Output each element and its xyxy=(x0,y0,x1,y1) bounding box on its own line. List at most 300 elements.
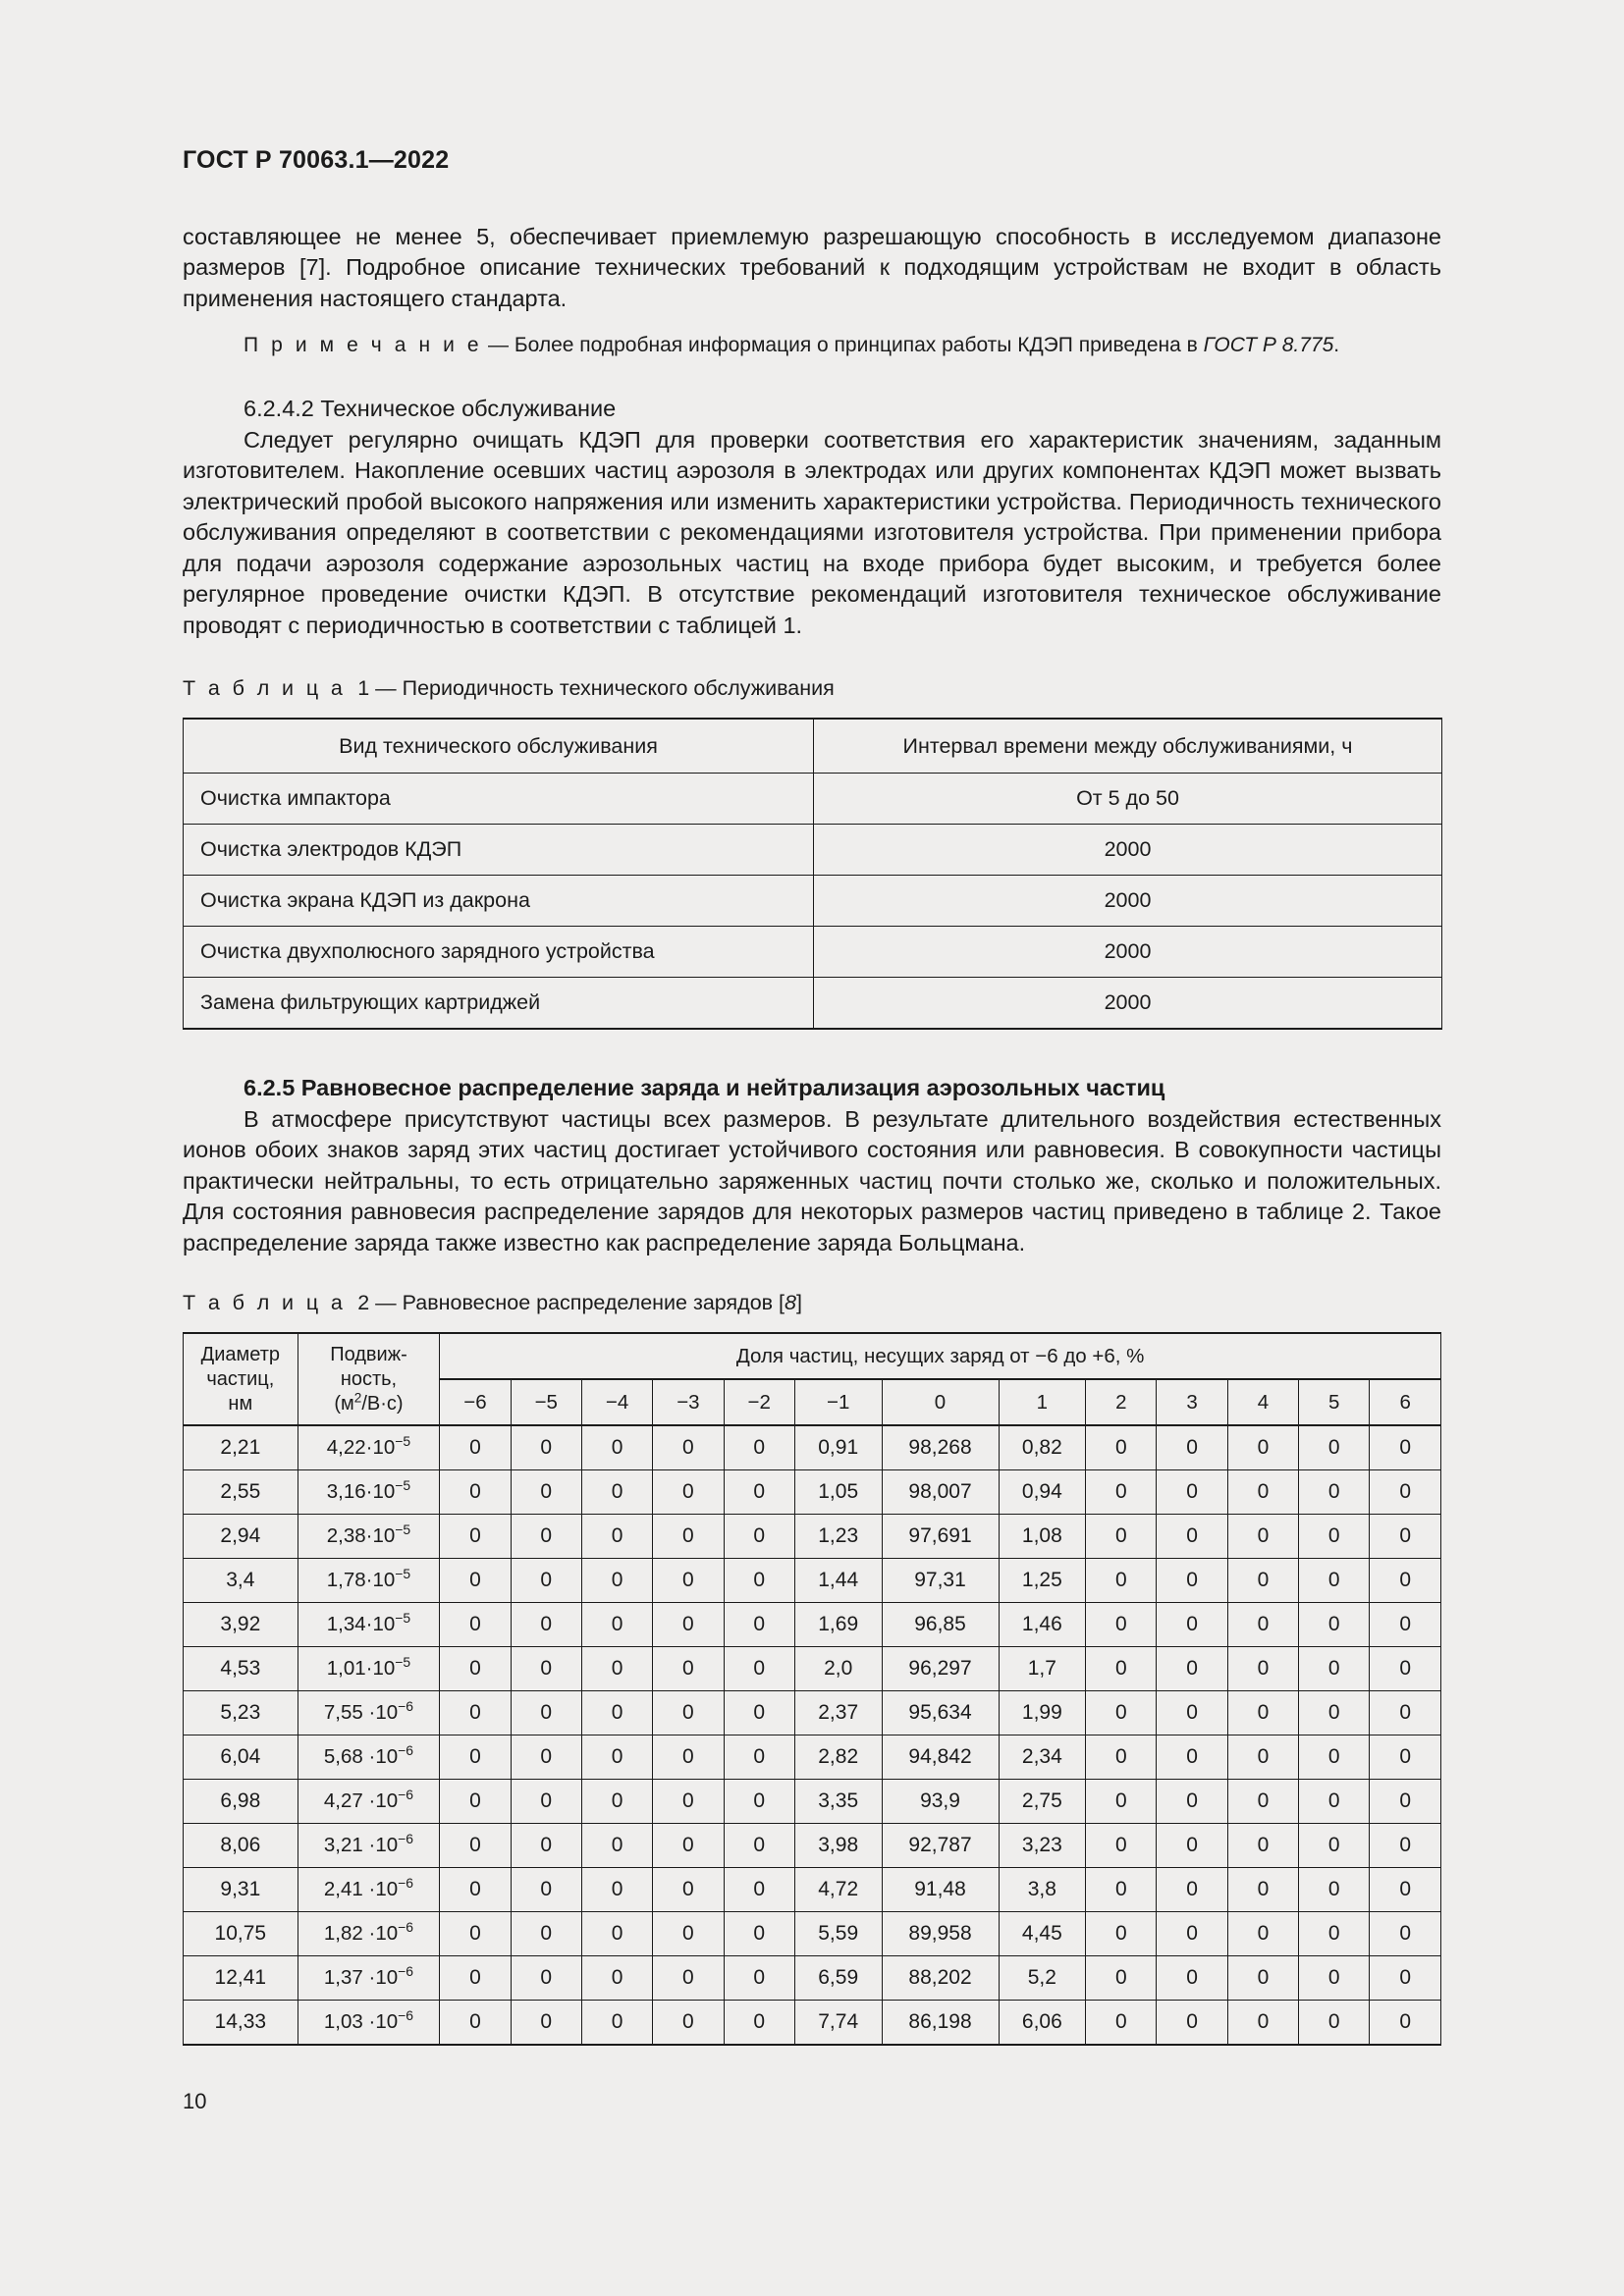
cell-charge-fraction-0: 92,787 xyxy=(882,1824,999,1868)
cell-charge-fraction-−5: 0 xyxy=(511,1868,581,1912)
cell-charge-fraction-4: 0 xyxy=(1227,1780,1298,1824)
cell-charge-fraction-6: 0 xyxy=(1370,1780,1441,1824)
mobility-exponent: −6 xyxy=(398,1742,414,1759)
cell-charge-fraction-4: 0 xyxy=(1227,1735,1298,1780)
cell-charge-fraction-6: 0 xyxy=(1370,1868,1441,1912)
cell-charge-fraction-2: 0 xyxy=(1086,1603,1157,1647)
note-dash: — xyxy=(482,334,514,356)
cell-charge-fraction-−1: 2,82 xyxy=(794,1735,882,1780)
cell-charge-fraction-−6: 0 xyxy=(440,1956,511,2001)
column-header-charge-minus5: −5 xyxy=(511,1379,581,1425)
cell-charge-fraction-6: 0 xyxy=(1370,1515,1441,1559)
paragraph-intro: составляющее не менее 5, обеспечивает приемлемую разрешающую способность в исследуемом диапазоне размеров [7]. Подробное описание технических требований к подходящим устройствам не входит в область применения настоящего стандарта. xyxy=(183,223,1441,311)
cell-mobility: $1,78\cdot 10^{-5}$ xyxy=(298,1559,440,1603)
table-row xyxy=(184,1425,1441,1470)
column-header-charge-minus3: −3 xyxy=(653,1379,724,1425)
table-2-caption-reference: 8 xyxy=(785,1291,797,1314)
cell-interval: 2000 xyxy=(814,825,1442,876)
cell-charge-fraction-6: 0 xyxy=(1370,1559,1441,1603)
cell-charge-fraction-−6: 0 xyxy=(440,1425,511,1470)
cell-charge-fraction-0: 88,202 xyxy=(882,1956,999,2001)
note-end: . xyxy=(1333,334,1340,356)
cell-charge-fraction-−2: 0 xyxy=(724,1470,794,1515)
mobility-exponent: −6 xyxy=(398,1698,414,1715)
cell-charge-fraction-−6: 0 xyxy=(440,1735,511,1780)
table-row xyxy=(184,2001,1441,2046)
spacer xyxy=(183,641,1441,674)
cell-service-type: Очистка импактора xyxy=(184,774,814,825)
cell-charge-fraction-−3: 0 xyxy=(653,1735,724,1780)
cell-mobility: $3,16\cdot 10^{-5}$ xyxy=(298,1470,440,1515)
table-2-header-row-top xyxy=(184,1333,1441,1379)
cell-charge-fraction-−1: 1,05 xyxy=(794,1470,882,1515)
cell-charge-fraction-3: 0 xyxy=(1157,1956,1227,2001)
cell-charge-fraction-−2: 0 xyxy=(724,1647,794,1691)
cell-charge-fraction-2: 0 xyxy=(1086,1515,1157,1559)
cell-charge-fraction-1: 6,06 xyxy=(999,2001,1086,2046)
cell-charge-fraction-−2: 0 xyxy=(724,1735,794,1780)
cell-particle-diameter: 14,33 xyxy=(184,2001,298,2046)
cell-charge-fraction-−3: 0 xyxy=(653,1868,724,1912)
cell-particle-diameter: 2,55 xyxy=(184,1470,298,1515)
cell-charge-fraction-−4: 0 xyxy=(581,1735,652,1780)
cell-charge-fraction-−5: 0 xyxy=(511,1912,581,1956)
cell-charge-fraction-−2: 0 xyxy=(724,1912,794,1956)
cell-charge-fraction-6: 0 xyxy=(1370,1603,1441,1647)
cell-charge-fraction-−5: 0 xyxy=(511,1780,581,1824)
table-1-caption-text: — Периодичность технического обслуживания xyxy=(369,676,835,700)
cell-charge-fraction-−1: 4,72 xyxy=(794,1868,882,1912)
cell-charge-fraction-2: 0 xyxy=(1086,1425,1157,1470)
cell-charge-fraction-−5: 0 xyxy=(511,1603,581,1647)
cell-charge-fraction-−6: 0 xyxy=(440,1824,511,1868)
cell-charge-fraction-4: 0 xyxy=(1227,1956,1298,2001)
cell-charge-fraction-2: 0 xyxy=(1086,1824,1157,1868)
cell-charge-fraction-−6: 0 xyxy=(440,1647,511,1691)
cell-charge-fraction-1: 1,7 xyxy=(999,1647,1086,1691)
table-row xyxy=(184,1735,1441,1780)
cell-charge-fraction-4: 0 xyxy=(1227,1647,1298,1691)
table-row xyxy=(184,825,1442,876)
table-row xyxy=(184,927,1442,978)
cell-charge-fraction-1: 0,94 xyxy=(999,1470,1086,1515)
cell-charge-fraction-−5: 0 xyxy=(511,1470,581,1515)
table-row xyxy=(184,1824,1441,1868)
cell-particle-diameter: 12,41 xyxy=(184,1956,298,2001)
table-2-caption-label: Т а б л и ц а xyxy=(183,1291,347,1314)
mobility-exponent: −6 xyxy=(398,1787,414,1803)
column-header-charge-plus2: 2 xyxy=(1086,1379,1157,1425)
cell-charge-fraction-0: 97,691 xyxy=(882,1515,999,1559)
spacer xyxy=(183,360,1441,377)
cell-charge-fraction-3: 0 xyxy=(1157,1735,1227,1780)
cell-charge-fraction-−6: 0 xyxy=(440,1515,511,1559)
cell-charge-fraction-−3: 0 xyxy=(653,1559,724,1603)
cell-charge-fraction-−1: 2,0 xyxy=(794,1647,882,1691)
cell-charge-fraction-1: 1,46 xyxy=(999,1603,1086,1647)
cell-charge-fraction-−2: 0 xyxy=(724,2001,794,2046)
cell-charge-fraction-−4: 0 xyxy=(581,1780,652,1824)
column-header-charge-0: 0 xyxy=(882,1379,999,1425)
column-header-charge-plus1: 1 xyxy=(999,1379,1086,1425)
note-block xyxy=(183,331,1441,360)
cell-charge-fraction-4: 0 xyxy=(1227,1691,1298,1735)
cell-charge-fraction-3: 0 xyxy=(1157,2001,1227,2046)
cell-charge-fraction-2: 0 xyxy=(1086,1735,1157,1780)
cell-particle-diameter: 8,06 xyxy=(184,1824,298,1868)
column-header-charge-minus1: −1 xyxy=(794,1379,882,1425)
cell-charge-fraction-4: 0 xyxy=(1227,1470,1298,1515)
page-content xyxy=(183,147,1441,2046)
paragraph-charge-equilibrium: В атмосфере присутствуют частицы всех размеров. В результате длительного воздействия естественных ионов обоих знаков заряд этих частиц достигает устойчивого состояния или равновесия. В совокупности частицы практически нейтральны, то есть отрицательно заряженных частиц почти столько же, сколько и положительных. Для состояния равновесия распределение зарядов для некоторых размеров частиц приведено в таблице 2. Такое распределение заряда также известно как распределение заряда Больцмана. xyxy=(183,1105,1441,1255)
column-header-charge-plus5: 5 xyxy=(1299,1379,1370,1425)
column-header-charge-minus4: −4 xyxy=(581,1379,652,1425)
mobility-exponent: −6 xyxy=(398,2007,414,2024)
cell-mobility: $1,01\cdot 10^{-5}$ xyxy=(298,1647,440,1691)
cell-charge-fraction-5: 0 xyxy=(1299,1868,1370,1912)
cell-charge-fraction-−5: 0 xyxy=(511,1824,581,1868)
cell-charge-fraction-−4: 0 xyxy=(581,1470,652,1515)
cell-particle-diameter: 6,98 xyxy=(184,1780,298,1824)
cell-charge-fraction-1: 0,82 xyxy=(999,1425,1086,1470)
cell-charge-fraction-3: 0 xyxy=(1157,1470,1227,1515)
table-row xyxy=(184,1559,1441,1603)
cell-charge-fraction-−4: 0 xyxy=(581,1691,652,1735)
column-header-charge-fraction-span: Доля частиц, несущих заряд от −6 до +6, % xyxy=(440,1333,1441,1379)
table-row xyxy=(184,1691,1441,1735)
mobility-exponent: −6 xyxy=(398,1963,414,1980)
cell-charge-fraction-5: 0 xyxy=(1299,1735,1370,1780)
cell-charge-fraction-2: 0 xyxy=(1086,1868,1157,1912)
cell-charge-fraction-0: 97,31 xyxy=(882,1559,999,1603)
cell-mobility: $7,55 \cdot 10^{-6}$ xyxy=(298,1691,440,1735)
cell-charge-fraction-0: 95,634 xyxy=(882,1691,999,1735)
column-header-charge-minus6: −6 xyxy=(440,1379,511,1425)
cell-charge-fraction-−5: 0 xyxy=(511,2001,581,2046)
cell-charge-fraction-6: 0 xyxy=(1370,2001,1441,2046)
cell-charge-fraction-2: 0 xyxy=(1086,1691,1157,1735)
cell-charge-fraction-−4: 0 xyxy=(581,1515,652,1559)
cell-charge-fraction-3: 0 xyxy=(1157,1780,1227,1824)
section-heading-6-2-5: 6.2.5 Равновесное распределение заряда и нейтрализация аэрозольных частиц xyxy=(244,1075,1165,1100)
table-row xyxy=(184,1515,1441,1559)
cell-charge-fraction-−4: 0 xyxy=(581,1425,652,1470)
cell-charge-fraction-−1: 3,98 xyxy=(794,1824,882,1868)
cell-charge-fraction-−3: 0 xyxy=(653,1425,724,1470)
cell-charge-fraction-−4: 0 xyxy=(581,1956,652,2001)
cell-charge-fraction-−3: 0 xyxy=(653,2001,724,2046)
mobility-exponent: −5 xyxy=(395,1610,411,1627)
cell-charge-fraction-−4: 0 xyxy=(581,1603,652,1647)
cell-charge-fraction-−6: 0 xyxy=(440,1559,511,1603)
column-header-charge-plus4: 4 xyxy=(1227,1379,1298,1425)
table-row xyxy=(184,1470,1441,1515)
cell-mobility: $4,22\cdot 10^{-5}$ xyxy=(298,1425,440,1470)
cell-charge-fraction-3: 0 xyxy=(1157,1824,1227,1868)
cell-mobility: $1,37 \cdot 10^{-6}$ xyxy=(298,1956,440,2001)
mobility-exponent: −6 xyxy=(398,1919,414,1936)
cell-charge-fraction-−1: 3,35 xyxy=(794,1780,882,1824)
cell-charge-fraction-2: 0 xyxy=(1086,2001,1157,2046)
cell-charge-fraction-4: 0 xyxy=(1227,1515,1298,1559)
cell-charge-fraction-−2: 0 xyxy=(724,1956,794,2001)
cell-charge-fraction-−1: 2,37 xyxy=(794,1691,882,1735)
cell-charge-fraction-−6: 0 xyxy=(440,1470,511,1515)
cell-charge-fraction-0: 86,198 xyxy=(882,2001,999,2046)
table-row xyxy=(184,876,1442,927)
cell-charge-fraction-0: 94,842 xyxy=(882,1735,999,1780)
cell-mobility: $5,68 \cdot 10^{-6}$ xyxy=(298,1735,440,1780)
cell-charge-fraction-4: 0 xyxy=(1227,1425,1298,1470)
cell-mobility: $1,82 \cdot 10^{-6}$ xyxy=(298,1912,440,1956)
cell-charge-fraction-4: 0 xyxy=(1227,1912,1298,1956)
table-row xyxy=(184,1647,1441,1691)
cell-charge-fraction-−2: 0 xyxy=(724,1603,794,1647)
cell-charge-fraction-−3: 0 xyxy=(653,1780,724,1824)
cell-charge-fraction-2: 0 xyxy=(1086,1956,1157,2001)
stub-line-1: Подвиж- xyxy=(330,1343,407,1365)
page-number: 10 xyxy=(183,2089,207,2113)
subsection-heading-6-2-4-2: 6.2.4.2 Техническое обслуживание xyxy=(244,396,617,421)
cell-mobility: $2,38\cdot 10^{-5}$ xyxy=(298,1515,440,1559)
cell-charge-fraction-0: 96,297 xyxy=(882,1647,999,1691)
cell-charge-fraction-−1: 0,91 xyxy=(794,1425,882,1470)
cell-charge-fraction-−3: 0 xyxy=(653,1603,724,1647)
cell-particle-diameter: 4,53 xyxy=(184,1647,298,1691)
cell-mobility: $2,41 \cdot 10^{-6}$ xyxy=(298,1868,440,1912)
cell-charge-fraction-3: 0 xyxy=(1157,1559,1227,1603)
cell-charge-fraction-1: 1,25 xyxy=(999,1559,1086,1603)
cell-charge-fraction-4: 0 xyxy=(1227,2001,1298,2046)
cell-charge-fraction-0: 91,48 xyxy=(882,1868,999,1912)
column-header-interval: Интервал времени между обслуживаниями, ч xyxy=(814,719,1442,774)
cell-particle-diameter: 10,75 xyxy=(184,1912,298,1956)
mobility-exponent: −6 xyxy=(398,1831,414,1847)
cell-charge-fraction-−4: 0 xyxy=(581,1647,652,1691)
note-text: Более подробная информация о принципах работы КДЭП приведена в xyxy=(514,334,1204,356)
cell-mobility: $3,21 \cdot 10^{-6}$ xyxy=(298,1824,440,1868)
cell-charge-fraction-−2: 0 xyxy=(724,1691,794,1735)
cell-particle-diameter: 9,31 xyxy=(184,1868,298,1912)
cell-charge-fraction-6: 0 xyxy=(1370,1425,1441,1470)
cell-charge-fraction-−2: 0 xyxy=(724,1868,794,1912)
cell-charge-fraction-5: 0 xyxy=(1299,1824,1370,1868)
cell-charge-fraction-5: 0 xyxy=(1299,1956,1370,2001)
cell-charge-fraction-2: 0 xyxy=(1086,1912,1157,1956)
table-2-caption-tail: ] xyxy=(796,1291,802,1314)
cell-charge-fraction-−2: 0 xyxy=(724,1780,794,1824)
cell-charge-fraction-−2: 0 xyxy=(724,1515,794,1559)
mobility-exponent: −5 xyxy=(395,1477,411,1494)
cell-charge-fraction-−2: 0 xyxy=(724,1425,794,1470)
cell-mobility: $1,34\cdot 10^{-5}$ xyxy=(298,1603,440,1647)
cell-charge-fraction-4: 0 xyxy=(1227,1603,1298,1647)
cell-charge-fraction-−5: 0 xyxy=(511,1559,581,1603)
cell-charge-fraction-0: 93,9 xyxy=(882,1780,999,1824)
cell-charge-fraction-1: 2,75 xyxy=(999,1780,1086,1824)
cell-charge-fraction-5: 0 xyxy=(1299,1559,1370,1603)
mobility-exponent: −5 xyxy=(395,1654,411,1671)
table-row xyxy=(184,774,1442,825)
column-header-service-type: Вид технического обслуживания xyxy=(184,719,814,774)
cell-charge-fraction-3: 0 xyxy=(1157,1912,1227,1956)
cell-charge-fraction-5: 0 xyxy=(1299,1515,1370,1559)
cell-charge-fraction-3: 0 xyxy=(1157,1515,1227,1559)
cell-charge-fraction-−4: 0 xyxy=(581,1868,652,1912)
table-row xyxy=(184,1780,1441,1824)
column-header-charge-plus3: 3 xyxy=(1157,1379,1227,1425)
cell-particle-diameter: 3,4 xyxy=(184,1559,298,1603)
cell-charge-fraction-6: 0 xyxy=(1370,1647,1441,1691)
note-label: П р и м е ч а н и е xyxy=(244,334,483,356)
cell-charge-fraction-−6: 0 xyxy=(440,1691,511,1735)
table-1-caption-number: 1 xyxy=(357,676,370,700)
cell-charge-fraction-5: 0 xyxy=(1299,1691,1370,1735)
cell-charge-fraction-−3: 0 xyxy=(653,1956,724,2001)
column-header-charge-minus2: −2 xyxy=(724,1379,794,1425)
table-2-caption xyxy=(183,1289,1441,1316)
table-1-caption-label: Т а б л и ц а xyxy=(183,676,347,700)
cell-charge-fraction-−4: 0 xyxy=(581,1824,652,1868)
cell-charge-fraction-5: 0 xyxy=(1299,1912,1370,1956)
cell-charge-fraction-−2: 0 xyxy=(724,1559,794,1603)
cell-charge-fraction-0: 96,85 xyxy=(882,1603,999,1647)
cell-charge-fraction-−5: 0 xyxy=(511,1647,581,1691)
cell-charge-fraction-−3: 0 xyxy=(653,1647,724,1691)
cell-charge-fraction-4: 0 xyxy=(1227,1559,1298,1603)
cell-charge-fraction-2: 0 xyxy=(1086,1647,1157,1691)
stub-line-1: Диаметр xyxy=(200,1343,280,1365)
cell-charge-fraction-3: 0 xyxy=(1157,1868,1227,1912)
table-row xyxy=(184,1868,1441,1912)
table-equilibrium-charge-distribution xyxy=(183,1332,1441,2046)
cell-interval: От 5 до 50 xyxy=(814,774,1442,825)
cell-charge-fraction-−3: 0 xyxy=(653,1824,724,1868)
mobility-exponent: −6 xyxy=(398,1875,414,1892)
cell-particle-diameter: 6,04 xyxy=(184,1735,298,1780)
mobility-exponent: −5 xyxy=(395,1433,411,1450)
stub-line-3: $(м^2/В\cdot с)$ xyxy=(334,1389,404,1415)
cell-charge-fraction-3: 0 xyxy=(1157,1603,1227,1647)
cell-charge-fraction-−6: 0 xyxy=(440,1868,511,1912)
cell-charge-fraction-1: 4,45 xyxy=(999,1912,1086,1956)
column-header-mobility xyxy=(298,1333,440,1425)
table-row xyxy=(184,1956,1441,2001)
cell-charge-fraction-−5: 0 xyxy=(511,1735,581,1780)
cell-charge-fraction-3: 0 xyxy=(1157,1691,1227,1735)
cell-charge-fraction-3: 0 xyxy=(1157,1647,1227,1691)
cell-charge-fraction-2: 0 xyxy=(1086,1559,1157,1603)
cell-charge-fraction-6: 0 xyxy=(1370,1956,1441,2001)
cell-charge-fraction-4: 0 xyxy=(1227,1824,1298,1868)
stub-line-2: частиц, xyxy=(206,1367,275,1390)
stub-line-3: нм xyxy=(228,1392,253,1415)
cell-interval: 2000 xyxy=(814,978,1442,1030)
cell-charge-fraction-−3: 0 xyxy=(653,1912,724,1956)
cell-charge-fraction-1: 3,8 xyxy=(999,1868,1086,1912)
standard-header: ГОСТ Р 70063.1—2022 xyxy=(183,146,450,174)
cell-charge-fraction-−6: 0 xyxy=(440,1912,511,1956)
cell-charge-fraction-6: 0 xyxy=(1370,1824,1441,1868)
cell-charge-fraction-5: 0 xyxy=(1299,2001,1370,2046)
cell-charge-fraction-4: 0 xyxy=(1227,1868,1298,1912)
cell-charge-fraction-5: 0 xyxy=(1299,1425,1370,1470)
cell-particle-diameter: 2,94 xyxy=(184,1515,298,1559)
table-2-caption-text: — Равновесное распределение зарядов [ xyxy=(369,1291,785,1314)
table-row xyxy=(184,1912,1441,1956)
cell-charge-fraction-6: 0 xyxy=(1370,1691,1441,1735)
cell-charge-fraction-−4: 0 xyxy=(581,1912,652,1956)
cell-charge-fraction-−5: 0 xyxy=(511,1956,581,2001)
spacer xyxy=(183,1258,1441,1289)
cell-charge-fraction-−1: 5,59 xyxy=(794,1912,882,1956)
cell-mobility: $4,27 \cdot 10^{-6}$ xyxy=(298,1780,440,1824)
cell-charge-fraction-5: 0 xyxy=(1299,1603,1370,1647)
cell-charge-fraction-5: 0 xyxy=(1299,1647,1370,1691)
cell-charge-fraction-6: 0 xyxy=(1370,1470,1441,1515)
cell-charge-fraction-−4: 0 xyxy=(581,1559,652,1603)
table-maintenance-intervals xyxy=(183,718,1442,1030)
cell-charge-fraction-−1: 1,69 xyxy=(794,1603,882,1647)
cell-charge-fraction-−6: 0 xyxy=(440,2001,511,2046)
cell-mobility: $1,03 \cdot 10^{-6}$ xyxy=(298,2001,440,2046)
cell-charge-fraction-3: 0 xyxy=(1157,1425,1227,1470)
cell-charge-fraction-−1: 6,59 xyxy=(794,1956,882,2001)
cell-charge-fraction-1: 1,08 xyxy=(999,1515,1086,1559)
cell-charge-fraction-0: 89,958 xyxy=(882,1912,999,1956)
mobility-exponent: −5 xyxy=(395,1522,411,1538)
cell-service-type: Очистка экрана КДЭП из дакрона xyxy=(184,876,814,927)
cell-charge-fraction-1: 1,99 xyxy=(999,1691,1086,1735)
cell-charge-fraction-−4: 0 xyxy=(581,2001,652,2046)
cell-charge-fraction-5: 0 xyxy=(1299,1780,1370,1824)
cell-charge-fraction-−1: 1,44 xyxy=(794,1559,882,1603)
cell-charge-fraction-−2: 0 xyxy=(724,1824,794,1868)
cell-charge-fraction-2: 0 xyxy=(1086,1470,1157,1515)
cell-interval: 2000 xyxy=(814,927,1442,978)
table-2-body xyxy=(184,1425,1441,2045)
column-header-particle-diameter xyxy=(184,1333,298,1425)
cell-charge-fraction-2: 0 xyxy=(1086,1780,1157,1824)
spacer xyxy=(183,1030,1441,1073)
table-1-caption xyxy=(183,674,1441,702)
stub-line-2: ность, xyxy=(340,1367,398,1390)
cell-charge-fraction-1: 5,2 xyxy=(999,1956,1086,2001)
paragraph-maintenance: Следует регулярно очищать КДЭП для проверки соответствия его характеристик значениям, заданным изготовителем. Накопление осевших частиц аэрозоля в электродах или других компонентах КДЭП может вызвать электрический пробой высокого напряжения или изменить характеристики устройства. Периодичность технического обслуживания определяют в соответствии с рекомендациями изготовителя устройства. При применении прибора для подачи аэрозоля содержание аэрозольных частиц на входе прибора будет высоким, и требуется более регулярное проведение очистки КДЭП. В отсутствие рекомендаций изготовителя техническое обслуживание проводят с периодичностью в соответствии с таблицей 1. xyxy=(183,426,1441,638)
cell-charge-fraction-−5: 0 xyxy=(511,1425,581,1470)
cell-service-type: Очистка двухполюсного зарядного устройства xyxy=(184,927,814,978)
cell-charge-fraction-−5: 0 xyxy=(511,1515,581,1559)
cell-charge-fraction-−6: 0 xyxy=(440,1780,511,1824)
table-header-row xyxy=(184,719,1442,774)
cell-interval: 2000 xyxy=(814,876,1442,927)
table-row xyxy=(184,978,1442,1030)
cell-charge-fraction-1: 2,34 xyxy=(999,1735,1086,1780)
cell-particle-diameter: 5,23 xyxy=(184,1691,298,1735)
cell-charge-fraction-−6: 0 xyxy=(440,1603,511,1647)
cell-charge-fraction-−3: 0 xyxy=(653,1515,724,1559)
cell-service-type: Очистка электродов КДЭП xyxy=(184,825,814,876)
cell-charge-fraction-−1: 1,23 xyxy=(794,1515,882,1559)
mobility-unit-exponent: 2 xyxy=(353,1389,362,1405)
cell-charge-fraction-−1: 7,74 xyxy=(794,2001,882,2046)
column-header-charge-plus6: 6 xyxy=(1370,1379,1441,1425)
cell-charge-fraction-0: 98,007 xyxy=(882,1470,999,1515)
cell-charge-fraction-−3: 0 xyxy=(653,1470,724,1515)
table-row xyxy=(184,1603,1441,1647)
cell-charge-fraction-−3: 0 xyxy=(653,1691,724,1735)
cell-particle-diameter: 2,21 xyxy=(184,1425,298,1470)
